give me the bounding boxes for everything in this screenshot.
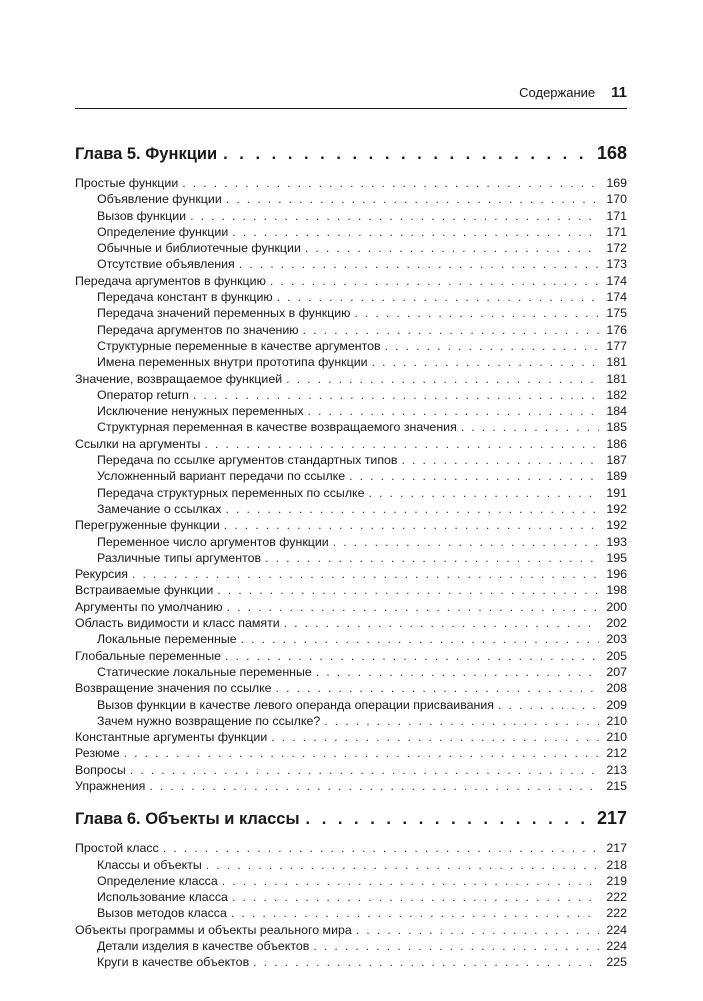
entry-page: 224: [606, 922, 627, 937]
entry-title: Передача констант в функцию: [97, 290, 273, 305]
dot-leader: [251, 954, 599, 970]
dot-leader: [147, 778, 599, 794]
toc-subentry: [75, 534, 627, 550]
entry-page: 184: [606, 404, 627, 419]
entry-page: 189: [606, 469, 627, 484]
entry-title: Детали изделия в качестве объектов: [97, 939, 310, 954]
entry-title: Различные типы аргументов: [97, 550, 262, 565]
dot-leader: [282, 615, 599, 631]
entry-title: Статические локальные переменные: [97, 664, 312, 679]
entry-page: 177: [606, 338, 627, 353]
toc-entry: [75, 680, 627, 696]
dot-leader: [263, 550, 599, 566]
toc-subentry: [75, 889, 627, 905]
dot-leader: [223, 145, 589, 164]
dot-leader: [314, 664, 599, 680]
entry-title: Аргументы по умолчанию: [75, 599, 223, 614]
entry-title: Простые функции: [75, 176, 179, 190]
toc-subentry: [75, 452, 627, 468]
dot-leader: [230, 889, 599, 905]
entry-title: Структурная переменная в качестве возвращаемого значения: [97, 420, 457, 435]
toc-subentry: [75, 664, 627, 680]
entry-page: 196: [606, 567, 627, 582]
entry-title: Вызов методов класса: [97, 906, 227, 921]
toc-entry: [75, 729, 627, 745]
entry-title: Глобальные переменные: [75, 648, 222, 663]
toc-subentry: [75, 697, 627, 713]
entry-title: Упражнения: [75, 778, 146, 793]
toc-entry: [75, 778, 627, 794]
dot-leader: [237, 256, 599, 272]
dot-leader: [354, 922, 599, 938]
toc-subentry: [75, 208, 627, 224]
toc-entry: [75, 762, 627, 778]
entry-title: Область видимости и класс памяти: [75, 616, 280, 631]
dot-leader: [269, 729, 599, 745]
dot-leader: [331, 534, 599, 550]
dot-leader: [347, 468, 599, 484]
entry-page: 175: [606, 306, 627, 321]
toc-subentry: [75, 387, 627, 403]
entry-title: Значение, возвращаемое функцией: [75, 371, 283, 386]
chapter-heading: [75, 808, 627, 830]
toc-subentry: [75, 857, 627, 873]
chapter-page: 168: [596, 143, 627, 163]
entry-title: Использование класса: [97, 890, 228, 905]
entry-page: 181: [606, 355, 627, 370]
dot-leader: [400, 452, 599, 468]
dot-leader: [367, 485, 599, 501]
dot-leader: [223, 648, 599, 664]
entry-title: Объявление функции: [97, 192, 222, 207]
entry-title: Константные аргументы функции: [75, 730, 268, 745]
entry-title: Круги в качестве объектов: [97, 955, 250, 970]
chapter-title: Глава 6. Объекты и классы: [75, 810, 300, 829]
dot-leader: [306, 810, 589, 829]
entry-page: 222: [606, 906, 627, 921]
entry-page: 185: [606, 420, 627, 435]
dot-leader: [130, 566, 599, 582]
entry-page: 170: [606, 192, 627, 207]
dot-leader: [215, 582, 599, 598]
entry-page: 207: [606, 664, 627, 679]
running-header-title: Содержание: [519, 85, 596, 100]
dot-leader: [284, 371, 599, 387]
toc-subentry: [75, 289, 627, 305]
entry-title: Передача аргументов по значению: [97, 322, 299, 337]
page-number: 11: [611, 84, 627, 101]
entry-page: 209: [606, 697, 627, 712]
toc-subentry: [75, 954, 627, 970]
dot-leader: [322, 713, 599, 729]
toc-subentry: [75, 713, 627, 729]
entry-page: 198: [606, 583, 627, 598]
toc-subentry: [75, 873, 627, 889]
entry-page: 174: [606, 290, 627, 305]
dot-leader: [306, 403, 599, 419]
dot-leader: [268, 273, 599, 289]
toc-subentry: [75, 338, 627, 354]
entry-title: Перегруженные функции: [75, 518, 220, 533]
dot-leader: [224, 191, 599, 207]
entry-title: Структурные переменные в качестве аргументов: [97, 338, 381, 353]
entry-title: Замечание о ссылках: [97, 501, 222, 516]
entry-title: Возвращение значения по ссылке: [75, 681, 272, 696]
entry-title: Обычные и библиотечные функции: [97, 241, 301, 256]
entry-title: Встраиваемые функции: [75, 583, 214, 598]
entry-page: 225: [606, 955, 627, 970]
entry-page: 218: [606, 857, 627, 872]
toc-entry: [75, 648, 627, 664]
entry-title: Передача по ссылке аргументов стандартных типов: [97, 453, 398, 468]
entry-page: 169: [606, 176, 627, 190]
toc-entry: [75, 599, 627, 615]
entry-title: Локальные переменные: [97, 632, 237, 647]
toc-entry: [75, 517, 627, 533]
entry-title: Вызов функции: [97, 208, 187, 223]
dot-leader: [188, 208, 599, 224]
dot-leader: [225, 599, 599, 615]
entry-title: Оператор return: [97, 387, 189, 402]
toc-subentry: [75, 403, 627, 419]
dot-leader: [230, 224, 599, 240]
dot-leader: [220, 873, 599, 889]
dot-leader: [274, 680, 599, 696]
toc-entry: [75, 566, 627, 582]
entry-title: Определение функции: [97, 224, 229, 239]
entry-page: 173: [606, 257, 627, 272]
dot-leader: [180, 175, 599, 191]
entry-title: Передача структурных переменных по ссылке: [97, 485, 365, 500]
entry-page: 181: [606, 371, 627, 386]
entry-title: Вызов функции в качестве левого операнда операции присваивания: [97, 697, 495, 712]
dot-leader: [122, 745, 599, 761]
dot-leader: [161, 840, 599, 856]
entry-page: 186: [606, 436, 627, 451]
toc-subentry: [75, 419, 627, 435]
entry-title: Отсутствие объявления: [97, 257, 235, 272]
dot-leader: [229, 905, 599, 921]
chapter-6-entries: [75, 840, 627, 970]
toc-subentry: [75, 468, 627, 484]
dot-leader: [370, 354, 599, 370]
toc-subentry: [75, 322, 627, 338]
entry-page: 176: [606, 322, 627, 337]
toc-subentry: [75, 905, 627, 921]
entry-title: Передача значений переменных в функцию: [97, 306, 351, 321]
toc-subentry: [75, 256, 627, 272]
toc-entry: [75, 175, 627, 191]
entry-page: 219: [606, 873, 627, 888]
entry-page: 200: [606, 599, 627, 614]
chapter-page: 217: [596, 808, 627, 829]
entry-page: 191: [606, 485, 627, 500]
toc-entry: [75, 371, 627, 387]
dot-leader: [352, 305, 599, 321]
entry-page: 212: [606, 746, 627, 761]
entry-title: Исключение ненужных переменных: [97, 404, 304, 419]
entry-page: 210: [606, 730, 627, 745]
entry-page: 208: [606, 681, 627, 696]
toc-page: [75, 84, 627, 971]
dot-leader: [239, 631, 599, 647]
entry-title: Простой класс: [75, 841, 159, 856]
toc-entry: [75, 273, 627, 289]
dot-leader: [303, 240, 599, 256]
chapter-heading: [75, 143, 627, 165]
toc-entry: [75, 436, 627, 452]
dot-leader: [128, 762, 599, 778]
dot-leader: [222, 517, 599, 533]
entry-page: 182: [606, 387, 627, 402]
toc-subentry: [75, 501, 627, 517]
entry-page: 210: [606, 713, 627, 728]
toc-subentry: [75, 485, 627, 501]
dot-leader: [496, 697, 599, 713]
dot-leader: [191, 387, 599, 403]
entry-page: 217: [606, 841, 627, 856]
toc-entry: [75, 745, 627, 761]
dot-leader: [223, 501, 599, 517]
toc-subentry: [75, 354, 627, 370]
entry-page: 222: [606, 890, 627, 905]
running-header: [75, 84, 627, 109]
entry-page: 192: [606, 501, 627, 516]
entry-title: Объекты программы и объекты реального мира: [75, 922, 352, 937]
dot-leader: [459, 419, 599, 435]
entry-title: Усложненный вариант передачи по ссылке: [97, 469, 346, 484]
toc-subentry: [75, 240, 627, 256]
entry-page: 171: [606, 208, 627, 223]
entry-page: 215: [606, 778, 627, 793]
entry-title: Вопросы: [75, 762, 126, 777]
toc-entry: [75, 922, 627, 938]
entry-page: 195: [606, 550, 627, 565]
entry-page: 202: [606, 616, 627, 631]
entry-page: 171: [606, 224, 627, 239]
toc-entry: [75, 840, 627, 856]
entry-title: Переменное число аргументов функции: [97, 534, 329, 549]
entry-page: 174: [606, 273, 627, 288]
chapter-5-entries: [75, 175, 627, 794]
toc-subentry: [75, 191, 627, 207]
entry-page: 203: [606, 632, 627, 647]
dot-leader: [202, 436, 599, 452]
toc-subentry: [75, 305, 627, 321]
entry-page: 187: [606, 453, 627, 468]
dot-leader: [301, 322, 599, 338]
entry-title: Ссылки на аргументы: [75, 436, 201, 451]
entry-title: Рекурсия: [75, 567, 128, 582]
entry-page: 193: [606, 534, 627, 549]
entry-page: 172: [606, 241, 627, 256]
entry-page: 224: [606, 939, 627, 954]
entry-page: 205: [606, 648, 627, 663]
entry-title: Классы и объекты: [97, 857, 202, 872]
entry-page: 213: [606, 762, 627, 777]
entry-page: 192: [606, 518, 627, 533]
dot-leader: [311, 938, 599, 954]
toc-entry: [75, 615, 627, 631]
entry-title: Зачем нужно возвращение по ссылке?: [97, 713, 321, 728]
toc-subentry: [75, 631, 627, 647]
dot-leader: [383, 338, 599, 354]
entry-title: Резюме: [75, 746, 120, 761]
chapter-title: Глава 5. Функции: [75, 145, 218, 163]
toc-subentry: [75, 938, 627, 954]
dot-leader: [275, 289, 599, 305]
entry-title: Имена переменных внутри прототипа функции: [97, 355, 368, 370]
toc-entry: [75, 582, 627, 598]
toc-subentry: [75, 550, 627, 566]
entry-title: Определение класса: [97, 873, 218, 888]
toc-subentry: [75, 224, 627, 240]
entry-title: Передача аргументов в функцию: [75, 273, 266, 288]
dot-leader: [204, 857, 599, 873]
